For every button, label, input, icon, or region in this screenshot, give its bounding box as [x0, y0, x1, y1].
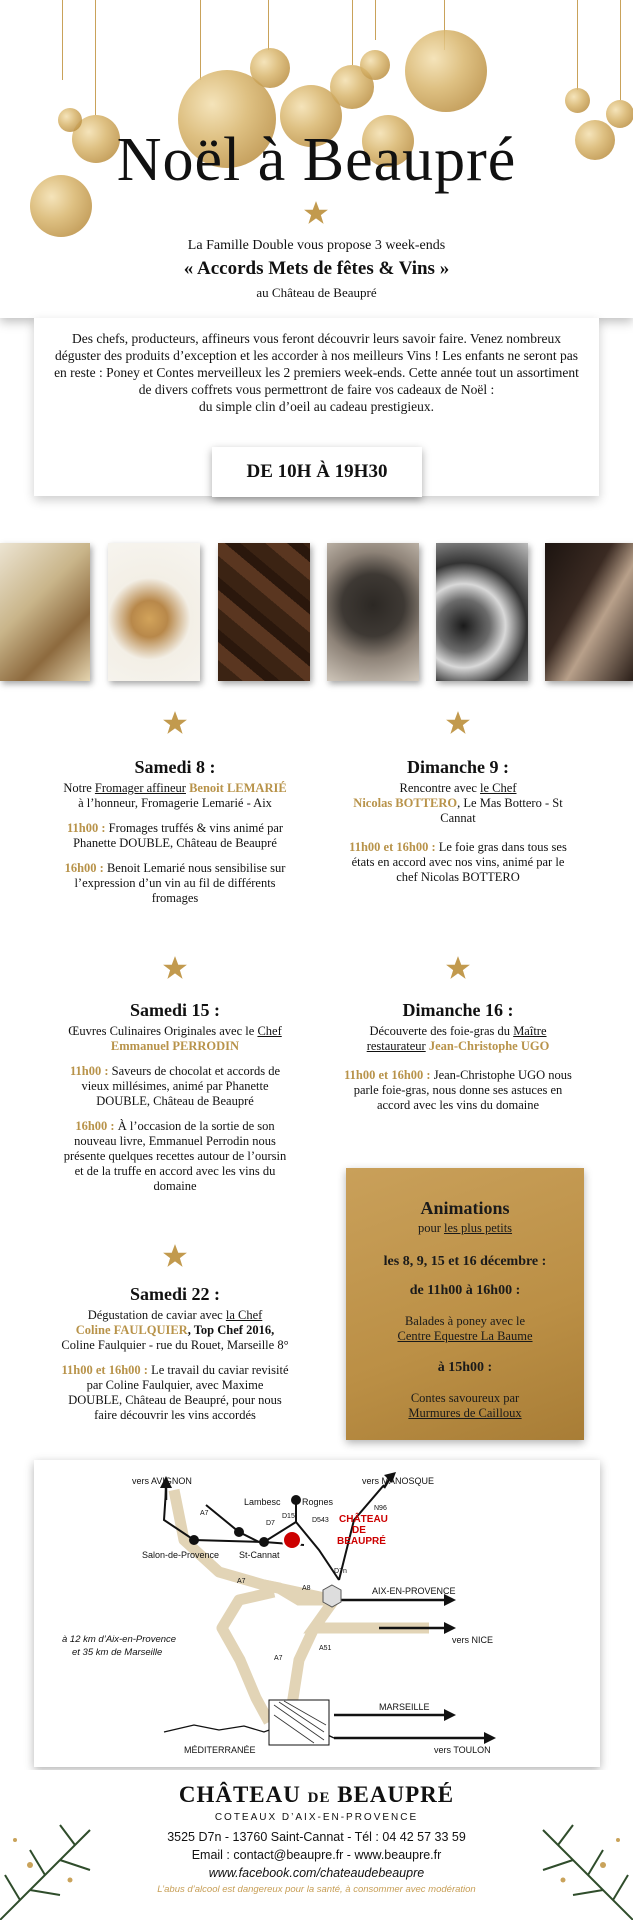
map-label: Lambesc: [244, 1497, 281, 1507]
animations-title: Animations: [420, 1198, 510, 1218]
road-label: A7: [200, 1510, 209, 1517]
event-guest: Benoit LEMARIÉ: [185, 781, 287, 795]
bauble-ornament: [606, 100, 633, 128]
event-time: 16h00 :: [75, 1119, 115, 1133]
star-icon: [445, 955, 471, 981]
event-role: la Chef: [225, 1308, 263, 1322]
event-text: Dégustation de caviar avec: [87, 1308, 226, 1322]
footer-address: 3525 D7n - 13760 Saint-Cannat - Tél : 04 42 57 33 59: [167, 1830, 466, 1844]
event-time: 11h00 et 16h00 :: [349, 840, 436, 854]
intro-text: Des chefs, producteurs, affineurs vous feront découvrir leurs savoir faire. Venez nombreux déguster des produits d’exception et les accorder à nos meilleurs Vins ! Les enfants ne seront pas en reste : Poney et Contes merveilleux les 2 premiers week-ends. Cette année tout un assortiment de divers coffrets vous permettront de faire vos cadeaux de Noël :: [54, 331, 579, 397]
animations-time: à 15h00 :: [437, 1360, 493, 1375]
venue-line: au Château de Beaupré: [256, 285, 377, 300]
event-time: 11h00 et 16h00 :: [61, 1363, 148, 1377]
map-distance: à 12 km d’Aix-en-Provence: [62, 1634, 177, 1645]
header-banner: [0, 0, 633, 318]
map-drawing: [34, 1460, 600, 1767]
event-samedi-8: [60, 757, 290, 916]
town-marker: [259, 1537, 269, 1547]
footer: [0, 1770, 633, 1920]
town-marker: [189, 1535, 199, 1545]
event-text: Coline Faulquier - rue du Rouet, Marseille 8°: [61, 1338, 289, 1352]
photo-caviar: [436, 543, 528, 681]
animations-sub: les plus petits: [443, 1221, 513, 1235]
town-marker: [291, 1495, 301, 1505]
road-label: A7: [274, 1655, 283, 1662]
star-icon: [303, 200, 329, 226]
animations-dates: les 8, 9, 15 et 16 décembre :: [383, 1254, 547, 1269]
footer-facebook[interactable]: www.facebook.com/chateaudebeaupre: [208, 1866, 425, 1880]
event-desc: Le foie gras dans tous ses états en accord avec nos vins, animé par le chef Nicolas BOTTERO: [351, 840, 567, 884]
opening-hours: DE 10H À 19H30: [212, 447, 422, 497]
event-name: « Accords Mets de fêtes & Vins »: [183, 258, 450, 279]
bauble-ornament: [405, 30, 487, 112]
event-text: Rencontre avec: [399, 781, 481, 795]
intro-text-end: du simple clin d’oeil au cadeau prestigieux.: [198, 399, 435, 414]
event-text: , Top Chef 2016,: [187, 1323, 275, 1337]
event-desc: À l’occasion de la sortie de son nouveau livre, Emmanuel Perrodin nous présente quelques recettes autour de l’oursin et de la truffe en accord avec les vins du domaine: [63, 1119, 287, 1193]
event-guest: Nicolas BOTTERO: [353, 796, 458, 810]
map-chateau-label: DE: [352, 1525, 366, 1536]
road-label: A8: [302, 1585, 311, 1592]
road-label: D7: [266, 1520, 275, 1527]
brand-word: BEAUPRÉ: [337, 1782, 455, 1807]
event-samedi-22: [60, 1284, 290, 1433]
map-label: AIX-EN-PROVENCE: [372, 1586, 456, 1596]
map-label: vers MANOSQUE: [362, 1476, 435, 1486]
brand-word: CHÂTEAU: [178, 1782, 301, 1807]
map-chateau-label: BEAUPRÉ: [337, 1536, 386, 1547]
bauble-string: [95, 0, 96, 115]
event-dimanche-16: [343, 1000, 573, 1123]
road-label: D15: [282, 1513, 295, 1520]
star-icon: [162, 955, 188, 981]
bauble-string: [62, 0, 63, 80]
bauble-string: [352, 0, 353, 65]
photo-foie-gras: [108, 543, 200, 681]
map-label: vers AVIGNON: [132, 1476, 192, 1486]
event-guest: Jean-Christophe UGO: [425, 1039, 550, 1053]
event-title: Dimanche 9 :: [407, 757, 509, 777]
bauble-ornament: [250, 48, 290, 88]
fir-branch-right-icon: [523, 1770, 633, 1920]
event-role: Chef: [257, 1024, 282, 1038]
photo-cheese: [0, 543, 90, 681]
star-icon: [162, 1243, 188, 1269]
animations-activity-link[interactable]: Murmures de Cailloux: [408, 1406, 522, 1420]
footer-email[interactable]: Email : contact@beaupre.fr - www.beaupre.fr: [191, 1848, 442, 1862]
event-guest: Coline FAULQUIER: [75, 1323, 188, 1337]
bauble-string: [620, 0, 621, 100]
map-label: Rognes: [302, 1497, 334, 1507]
event-title: Samedi 22 :: [130, 1284, 220, 1304]
event-desc: Benoit Lemarié nous sensibilise sur l’expression d’un vin au fil de différents fromages: [74, 861, 286, 905]
map-label: St-Cannat: [239, 1550, 280, 1560]
town-marker: [234, 1527, 244, 1537]
event-text: à l’honneur, Fromagerie Lemarié - Aix: [78, 796, 272, 810]
star-icon: [445, 710, 471, 736]
event-text: Notre: [63, 781, 95, 795]
event-samedi-15: [60, 1000, 290, 1204]
brand-word: DE: [307, 1790, 331, 1806]
event-text: , Le Mas Bottero - St Cannat: [440, 796, 563, 825]
map-chateau-label: CHÂTEAU: [339, 1514, 388, 1525]
event-time: 16h00 :: [64, 861, 104, 875]
map-label: Salon-de-Provence: [142, 1550, 220, 1560]
bauble-string: [200, 0, 201, 80]
chateau-marker: [283, 1531, 301, 1549]
event-desc: Jean-Christophe UGO nous parle foie-gras, nous donne ses astuces en accord avec les vins du domaine: [353, 1068, 572, 1112]
animations-activity: Balades à poney avec le: [404, 1314, 526, 1328]
map-label: vers NICE: [452, 1635, 494, 1645]
intro-line: La Famille Double vous propose 3 week-ends: [187, 238, 446, 253]
event-role: le Chef: [480, 781, 517, 795]
event-text: Œuvres Culinaires Originales avec le: [68, 1024, 258, 1038]
map-label: MARSEILLE: [379, 1702, 430, 1712]
animations-box: [346, 1168, 584, 1440]
access-map: [34, 1460, 600, 1767]
animations-activity: Contes savoureux par: [410, 1391, 520, 1405]
brand-region: COTEAUX D’AIX-EN-PROVENCE: [214, 1812, 419, 1823]
footer-disclaimer: L’abus d’alcool est dangereux pour la santé, à consommer avec modération: [157, 1884, 476, 1895]
road-label: D7n: [334, 1568, 347, 1575]
event-time: 11h00 :: [69, 1064, 109, 1078]
photo-truffle: [327, 543, 419, 681]
event-title: Samedi 8 :: [134, 757, 216, 777]
event-title: Samedi 15 :: [130, 1000, 220, 1020]
event-title: Dimanche 16 :: [402, 1000, 514, 1020]
road-label: D543: [312, 1517, 329, 1524]
bauble-ornament: [360, 50, 390, 80]
event-desc: Fromages truffés & vins animé par Phanette DOUBLE, Château de Beaupré: [73, 821, 284, 850]
event-time: 11h00 et 16h00 :: [344, 1068, 431, 1082]
animations-time: de 11h00 à 16h00 :: [409, 1283, 521, 1298]
road-label: N96: [374, 1505, 387, 1512]
road-label: A51: [319, 1645, 332, 1652]
event-role: Fromager affineur: [94, 781, 186, 795]
event-desc: Saveurs de chocolat et accords de vieux millésimes, animé par Phanette DOUBLE, Château de Beaupré: [81, 1064, 281, 1108]
bauble-string: [268, 0, 269, 50]
road-label: A7: [237, 1578, 246, 1585]
event-guest: Emmanuel PERRODIN: [110, 1039, 240, 1053]
event-text: Découverte des foie-gras du: [369, 1024, 514, 1038]
map-distance: et 35 km de Marseille: [72, 1647, 163, 1658]
animations-sub: pour: [417, 1221, 444, 1235]
bauble-string: [577, 0, 578, 90]
fir-branch-left-icon: [0, 1770, 110, 1920]
page-title: Noël à Beaupré: [116, 126, 517, 194]
bauble-string: [375, 0, 376, 40]
event-dimanche-9: [343, 757, 573, 895]
event-role: Maître restaurateur: [366, 1024, 547, 1053]
event-time: 11h00 :: [66, 821, 106, 835]
bauble-ornament: [565, 88, 590, 113]
animations-activity-link[interactable]: Centre Equestre La Baume: [397, 1329, 533, 1343]
photo-wine: [545, 543, 633, 681]
photo-chocolate: [218, 543, 310, 681]
star-icon: [162, 710, 188, 736]
map-label: vers TOULON: [434, 1745, 491, 1755]
map-label: MÉDITERRANÉE: [184, 1745, 256, 1755]
event-desc: Le travail du caviar revisité par Coline Faulquier, avec Maxime DOUBLE, Château de Beaupré, pour nous faire découvrir les vins accordés: [68, 1363, 289, 1422]
